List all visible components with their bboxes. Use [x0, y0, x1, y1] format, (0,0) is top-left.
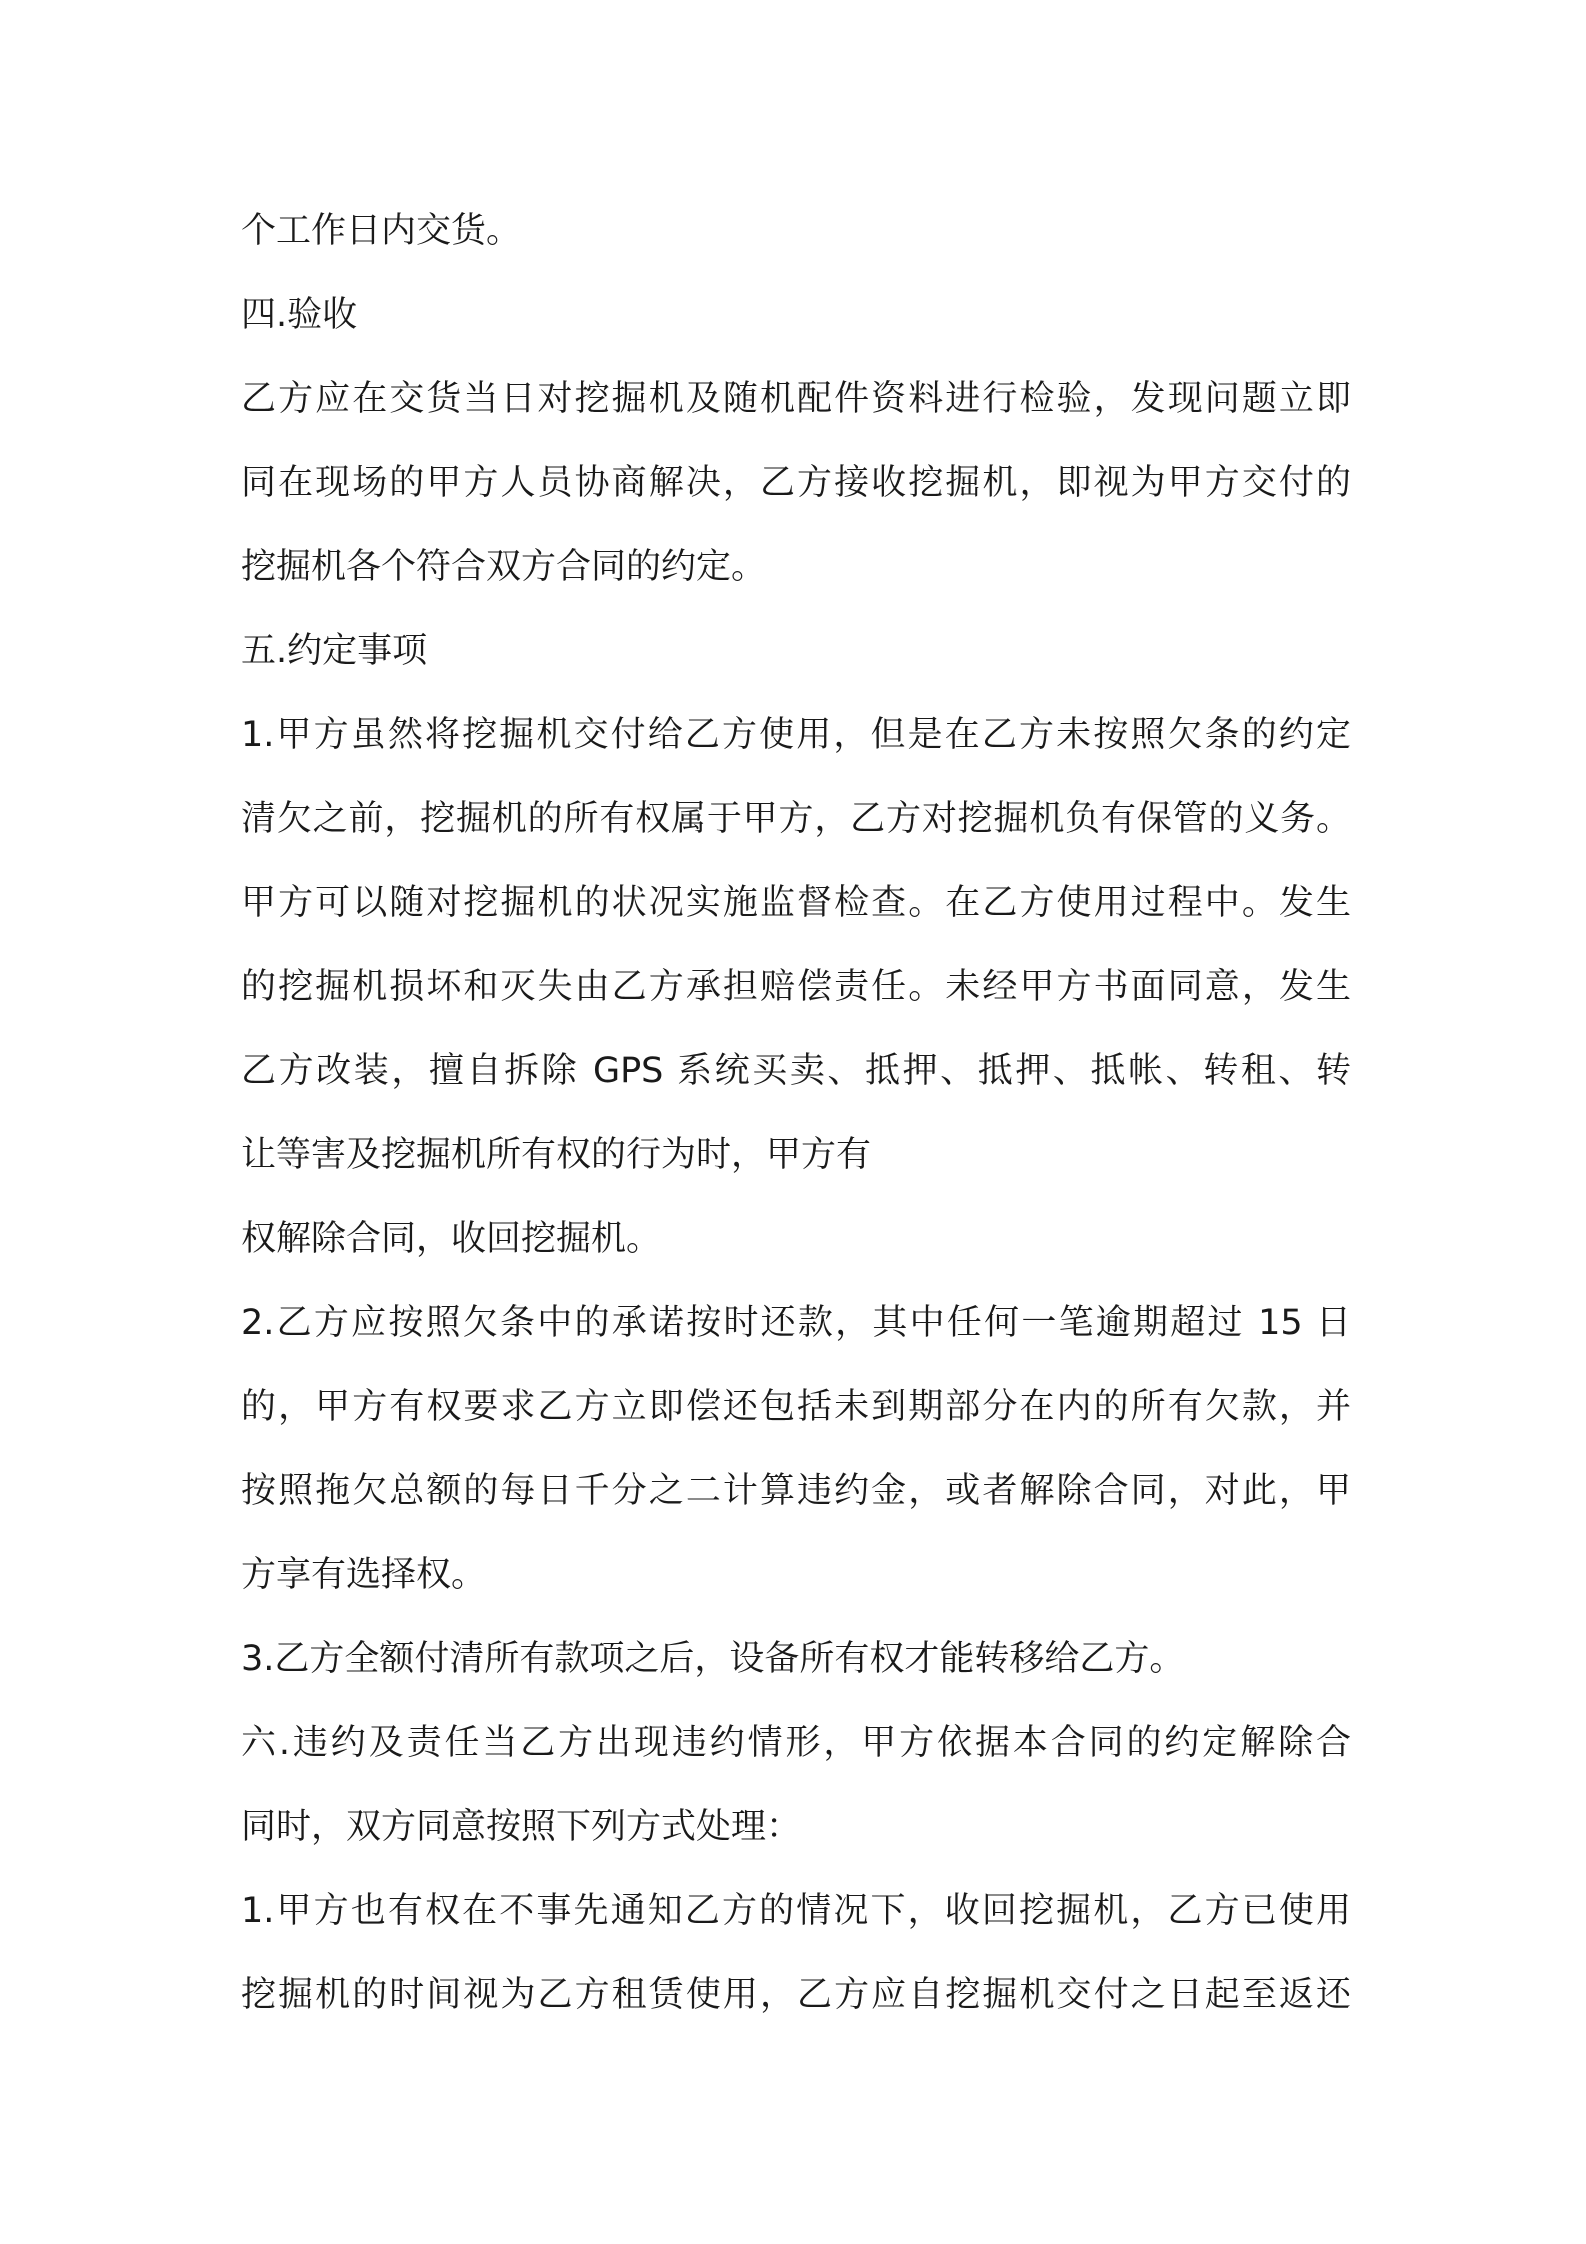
- text-line-12: 让等害及挖掘机所有权的行为时，甲方有: [241, 1135, 872, 1175]
- text-line-9: 甲方可以随对挖掘机的状况实施监督检查。在乙方使用过程中。发生: [241, 883, 1351, 923]
- text-line-14: 2.乙方应按照欠条中的承诺按时还款，其中任何一笔逾期超过 15 日: [241, 1303, 1351, 1343]
- text-line-13: 权解除合同，收回挖掘机。: [241, 1219, 662, 1259]
- text-line-15: 的，甲方有权要求乙方立即偿还包括未到期部分在内的所有欠款，并: [241, 1387, 1351, 1427]
- text-line-1: 个工作日内交货。: [241, 211, 522, 251]
- text-line-20: 同时，双方同意按照下列方式处理：: [241, 1807, 802, 1847]
- text-line-3: 乙方应在交货当日对挖掘机及随机配件资料进行检验，发现问题立即: [241, 379, 1351, 419]
- text-line-21: 1.甲方也有权在不事先通知乙方的情况下，收回挖掘机，乙方已使用: [241, 1891, 1351, 1931]
- text-line-22: 挖掘机的时间视为乙方租赁使用，乙方应自挖掘机交付之日起至返还: [241, 1975, 1351, 2015]
- text-line-11: 乙方改装，擅自拆除 GPS 系统买卖、抵押、抵押、抵帐、转租、转: [241, 1051, 1351, 1091]
- text-line-8: 清欠之前，挖掘机的所有权属于甲方，乙方对挖掘机负有保管的义务。: [241, 799, 1351, 839]
- text-line-10: 的挖掘机损坏和灭失由乙方承担赔偿责任。未经甲方书面同意，发生: [241, 967, 1351, 1007]
- text-line-17: 方享有选择权。: [241, 1555, 487, 1595]
- text-line-16: 按照拖欠总额的每日千分之二计算违约金，或者解除合同，对此，甲: [241, 1471, 1351, 1511]
- section-heading-acceptance: 四.验收: [241, 295, 358, 335]
- section-heading-agreed-matters: 五.约定事项: [241, 631, 428, 671]
- section-heading-breach-liability: 六.违约及责任当乙方出现违约情形，甲方依据本合同的约定解除合: [241, 1723, 1351, 1763]
- document-body: [241, 196, 1351, 2044]
- text-line-4: 同在现场的甲方人员协商解决，乙方接收挖掘机，即视为甲方交付的: [241, 463, 1351, 503]
- text-line-5: 挖掘机各个符合双方合同的约定。: [241, 547, 767, 587]
- text-line-7: 1.甲方虽然将挖掘机交付给乙方使用，但是在乙方未按照欠条的约定: [241, 715, 1351, 755]
- text-line-18: 3.乙方全额付清所有款项之后，设备所有权才能转移给乙方。: [241, 1639, 1185, 1679]
